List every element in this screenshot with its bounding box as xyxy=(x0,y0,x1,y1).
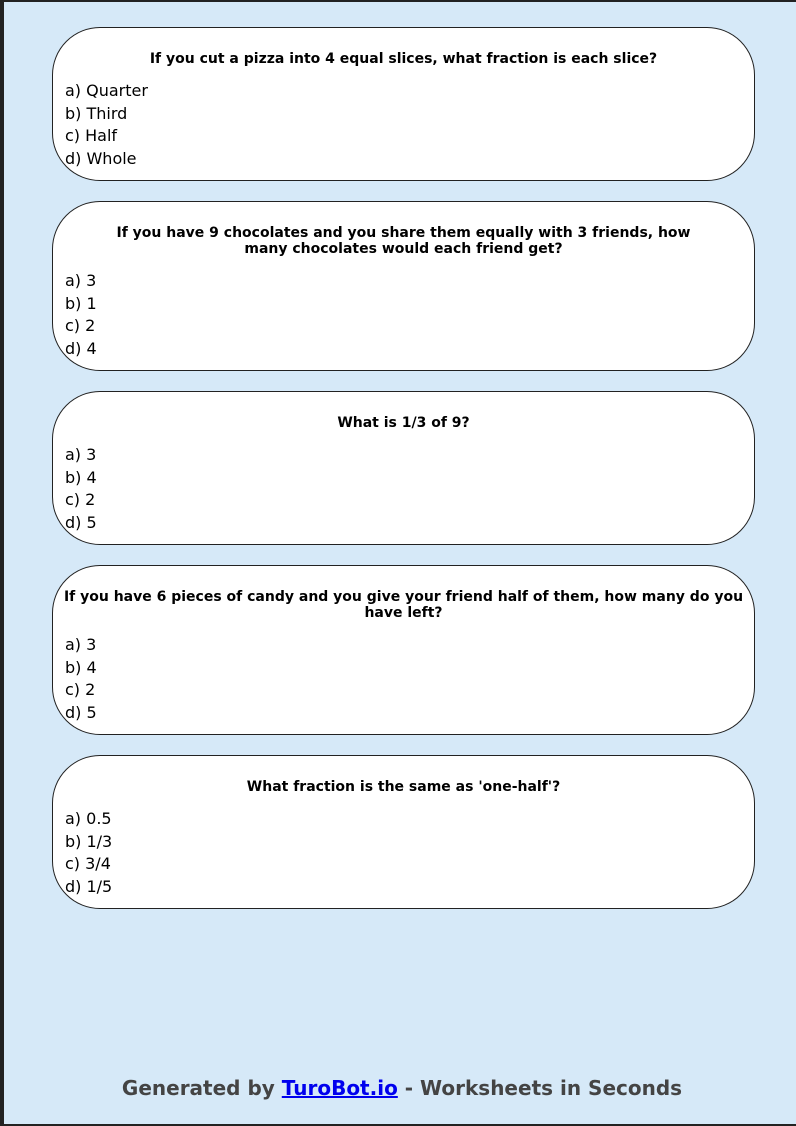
answer-option: a) 3 xyxy=(65,635,97,654)
question-text: If you cut a pizza into 4 equal slices, what fraction is each slice? xyxy=(149,51,658,67)
answer-option: a) 0.5 xyxy=(65,809,112,828)
answer-option: c) 2 xyxy=(65,680,96,700)
question-card-3 xyxy=(52,391,755,545)
answer-options xyxy=(65,444,742,535)
answer-option: c) 2 xyxy=(65,316,96,336)
answer-option: b) 4 xyxy=(65,467,97,487)
answer-option: a) 3 xyxy=(65,271,97,290)
answer-option: d) 1/5 xyxy=(65,877,113,897)
answer-options xyxy=(65,270,714,361)
answer-option: b) 4 xyxy=(65,657,97,677)
answer-options xyxy=(65,80,742,171)
answer-option: b) Third xyxy=(65,103,128,123)
question-text: What is 1/3 of 9? xyxy=(337,415,470,431)
question-card-1 xyxy=(52,27,755,181)
answer-option: d) Whole xyxy=(65,149,137,169)
answer-option: d) 4 xyxy=(65,339,97,359)
question-card-4 xyxy=(52,565,755,735)
answer-option: c) Half xyxy=(65,126,118,146)
answer-option: b) 1/3 xyxy=(65,831,113,851)
question-text: If you have 9 chocolates and you share them equally with 3 friends, how many chocolates would each friend get? xyxy=(116,225,691,257)
answer-options xyxy=(65,634,748,725)
answer-option: b) 1 xyxy=(65,293,97,313)
footer-suffix: - Worksheets in Seconds xyxy=(397,1076,683,1100)
answer-options xyxy=(65,808,742,899)
answer-option: c) 3/4 xyxy=(65,854,111,874)
question-text: What fraction is the same as 'one-half'? xyxy=(246,779,561,795)
answer-option: c) 2 xyxy=(65,490,96,510)
answer-option: d) 5 xyxy=(65,703,97,723)
question-card-2 xyxy=(52,201,755,371)
question-card-5 xyxy=(52,755,755,909)
question-text: If you have 6 pieces of candy and you give your friend half of them, how many do you have left? xyxy=(63,589,744,621)
answer-option: a) 3 xyxy=(65,445,97,464)
turobot-link[interactable]: TuroBot.io xyxy=(281,1076,398,1100)
answer-option: d) 5 xyxy=(65,513,97,533)
footer-credit xyxy=(4,1076,796,1100)
answer-option: a) Quarter xyxy=(65,81,148,100)
footer-prefix: Generated by xyxy=(121,1076,282,1100)
